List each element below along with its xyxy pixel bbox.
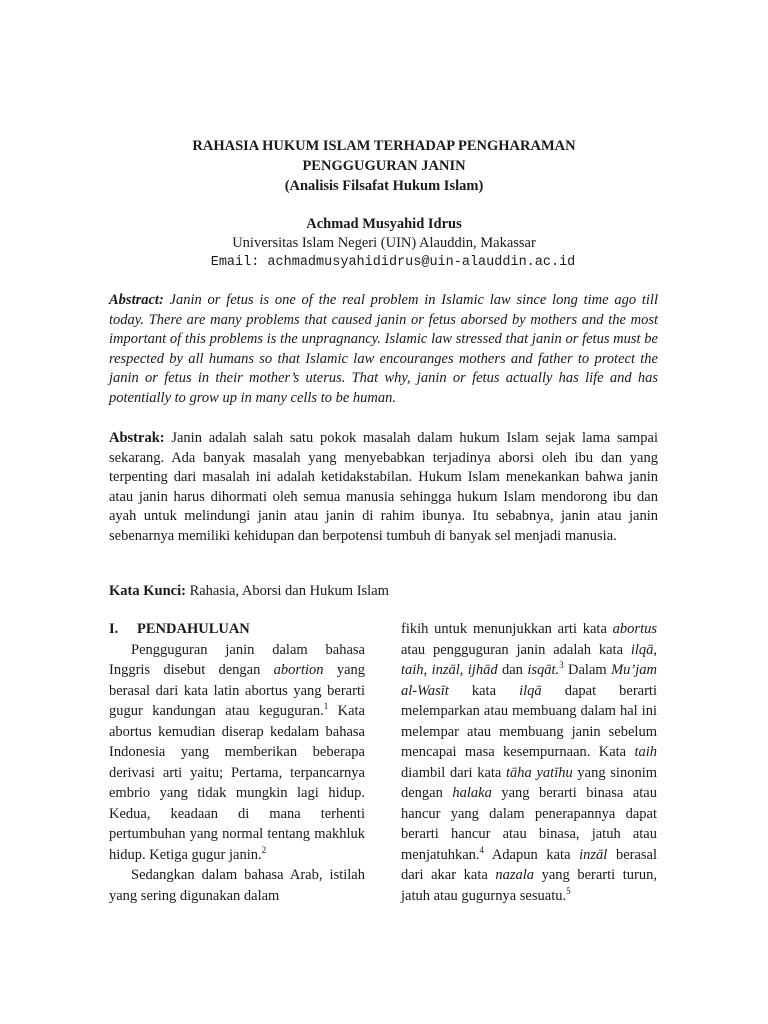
text-run: Pengguguran janin dalam bahasa Inggris disebut dengan <box>109 641 365 678</box>
body-paragraph-2: Sedangkan dalam bahasa Arab, istilah yang sering digunakan dalam <box>109 867 365 904</box>
italic-term: ilqā <box>519 682 542 699</box>
footnote-ref: 2 <box>261 844 267 855</box>
text-run: fikih untuk menunjukkan arti kata <box>401 621 613 637</box>
paper-title-line-2: PENGGUGURAN JANIN <box>302 158 466 174</box>
italic-term: tāha yatīhu <box>506 764 573 781</box>
footnote-ref: 4 <box>479 844 485 855</box>
section-number: I. <box>109 621 119 637</box>
text-run: yang berarti turun, jatuh atau gugurnya sesuatu. <box>401 867 657 904</box>
abstract-indonesian-label: Abstrak: <box>109 430 165 446</box>
footnote-ref: 1 <box>323 701 329 711</box>
paper-subtitle: (Analisis Filsafat Hukum Islam) <box>284 178 484 194</box>
section-title: PENDAHULUAN <box>137 621 250 637</box>
abstract-indonesian <box>109 429 658 546</box>
italic-term: ilqā, taih, inzāl, ijhād <box>401 641 657 678</box>
keywords <box>109 582 658 602</box>
footnote-ref: 5 <box>566 885 571 896</box>
text-run: berasal dari akar kata <box>401 846 657 883</box>
text-run: atau pengguguran janin adalah kata <box>401 641 631 658</box>
abstract-english <box>109 291 658 408</box>
keywords-label: Kata Kunci: <box>109 583 186 599</box>
body-paragraph-2-continued <box>401 619 657 906</box>
abstract-english-text: Janin or fetus is one of the real problem in Islamic law since long time ago till today. There are many problems that caused janin or fetus aborsed by mothers and the most important of this problems is the unpragnancy. Islamic law stressed that janin or fetus must be respected by all humans so that Islamic law encouranges mothers and father to protect the janin or fetus in their mother’s uterus. That why, janin or fetus actually has life and has potentially to grow up in many cells to be human. <box>109 292 658 406</box>
paper-title-line-1: RAHASIA HUKUM ISLAM TERHADAP PENGHARAMAN <box>192 138 576 154</box>
text-run: yang sinonim dengan <box>401 764 657 801</box>
italic-term: taih <box>634 744 657 760</box>
abstract-indonesian-text: Janin adalah salah satu pokok masalah dalam hukum Islam sejak lama sampai sekarang. Ada banyak masalah yang menyebabkan terjadinya aborsi oleh ibu dan yang terpenting dari masalah ini adalah ketidakstabilan. Hukum Islam menekankan bahwa janin atau janin harus dihormati oleh semua manusia sehingga hukum Islam mendorong ibu dan ayah untuk melindungi janin atau janin di rahim ibunya. Itu sebabnya, janin atau janin sebenarnya memiliki kehidupan dan berpotensi tumbuh di banyak sel menjadi manusia. <box>109 430 658 544</box>
footnote-ref: 3 <box>559 660 564 670</box>
abstract-english-label: Abstract: <box>109 292 164 308</box>
text-run: diambil dari kata <box>401 764 507 781</box>
text-run: Dalam <box>563 662 612 678</box>
section-heading <box>109 619 365 640</box>
italic-term: inzāl <box>579 846 608 863</box>
keywords-text: Rahasia, Aborsi dan Hukum Islam <box>185 583 389 599</box>
text-run: yang berarti binasa atau hancur yang dalam penerapannya dapat berarti hancur atau binasa, jatuh atau menjatuhkan. <box>401 785 657 863</box>
text-run: Kata abortus kemudian diserap kedalam bahasa Indonesia yang memberikan beberapa derivasi arti yaitu; Pertama, terpancarnya embrio yang tidak mungkin lagi hidup. Kedua, keadaan di mana terhenti pertumbuhan yang normal tentang makhluk hidup. Ketiga gugur janin. <box>109 703 365 863</box>
italic-term: nazala <box>495 867 535 883</box>
author-affiliation: Universitas Islam Negeri (UIN) Alauddin, Makassar <box>232 235 536 251</box>
text-run: dan <box>497 662 528 678</box>
text-run: yang berasal dari kata latin abortus yang berarti gugur kandungan atau keguguran. <box>109 662 366 719</box>
body-column-right <box>401 619 657 906</box>
italic-term: isqāt. <box>527 662 560 678</box>
text-run: Adapun kata <box>484 846 580 863</box>
body-paragraph-1 <box>109 640 365 866</box>
author-email: Email: achmadmusyahididrus@uin-alauddin.ac.id <box>210 255 576 270</box>
author-name: Achmad Musyahid Idrus <box>306 216 462 232</box>
italic-term: abortus <box>612 621 657 637</box>
text-run: kata <box>448 682 520 699</box>
text-run: dapat berarti melemparkan atau membuang dalam hal ini melempar atau membuang janin sebelum mencapai masa kesempurnaan. Kata <box>401 682 657 760</box>
italic-term: abortion <box>273 662 324 678</box>
italic-term: halaka <box>452 785 492 801</box>
italic-term: Mu’jam al-Wasīt <box>401 662 657 699</box>
body-column-left <box>109 619 365 906</box>
